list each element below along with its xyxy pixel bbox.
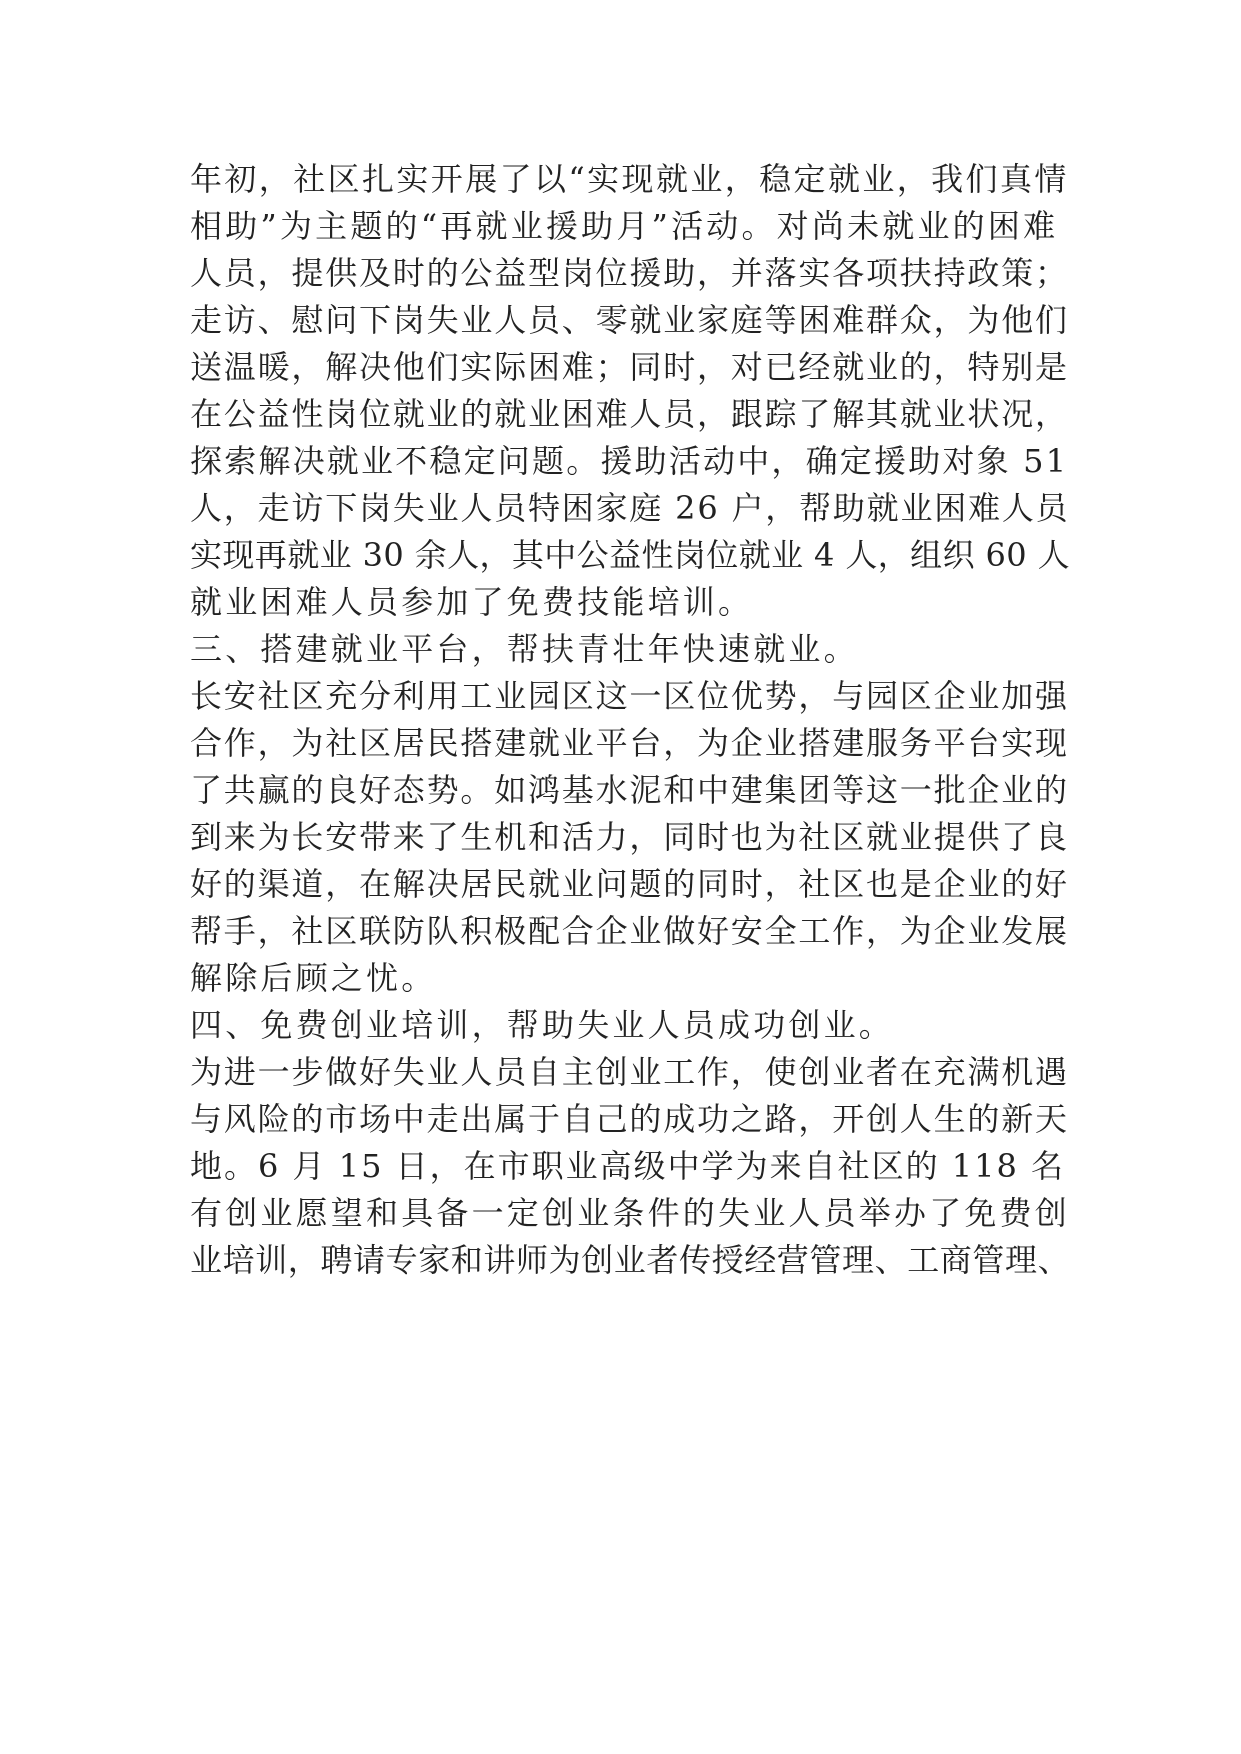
text-line: 探索解决就业不稳定问题。援助活动中，确定援助对象 51 <box>190 442 1069 480</box>
text-line: 地。6 月 15 日，在市职业高级中学为来自社区的 118 名 <box>190 1147 1066 1185</box>
text-line: 到来为长安带来了生机和活力，同时也为社区就业提供了良 <box>190 818 1069 856</box>
text-line: 解除后顾之忧。 <box>190 959 437 997</box>
text-line: 送温暖，解决他们实际困难；同时，对已经就业的，特别是 <box>190 348 1069 386</box>
document-body <box>190 156 1070 1284</box>
text-line: 与风险的市场中走出属于自己的成功之路，开创人生的新天 <box>190 1100 1069 1138</box>
section-heading: 四、免费创业培训，帮助失业人员成功创业。 <box>190 1006 895 1044</box>
text-line: 在公益性岗位就业的就业困难人员，跟踪了解其就业状况， <box>190 395 1069 433</box>
text-line: 就业困难人员参加了免费技能培训。 <box>190 583 754 621</box>
text-line: 了共赢的良好态势。如鸿基水泥和中建集团等这一批企业的 <box>190 771 1069 809</box>
text-line: 有创业愿望和具备一定创业条件的失业人员举办了免费创 <box>190 1194 1071 1232</box>
text-line: 实现再就业 30 余人，其中公益性岗位就业 4 人，组织 60 人 <box>190 536 1071 574</box>
text-line: 帮手，社区联防队积极配合企业做好安全工作，为企业发展 <box>190 912 1069 950</box>
section-heading: 三、搭建就业平台，帮扶青壮年快速就业。 <box>190 630 859 668</box>
text-line: 相助”为主题的“再就业援助月”活动。对尚未就业的困难 <box>190 207 1059 245</box>
text-line: 人，走访下岗失业人员特困家庭 26 户，帮助就业困难人员 <box>190 489 1070 527</box>
text-line: 业培训，聘请专家和讲师为创业者传授经营管理、工商管理、 <box>190 1241 1071 1279</box>
text-line: 好的渠道，在解决居民就业问题的同时，社区也是企业的好 <box>190 865 1069 903</box>
text-line: 人员，提供及时的公益型岗位援助，并落实各项扶持政策； <box>190 254 1069 292</box>
text-line: 为进一步做好失业人员自主创业工作，使创业者在充满机遇 <box>190 1053 1069 1091</box>
text-line: 年初，社区扎实开展了以“实现就业，稳定就业，我们真情 <box>190 160 1069 198</box>
text-line: 走访、慰问下岗失业人员、零就业家庭等困难群众，为他们 <box>190 301 1069 339</box>
text-line: 长安社区充分利用工业园区这一区位优势，与园区企业加强 <box>190 677 1069 715</box>
text-line: 合作，为社区居民搭建就业平台，为企业搭建服务平台实现 <box>190 724 1069 762</box>
